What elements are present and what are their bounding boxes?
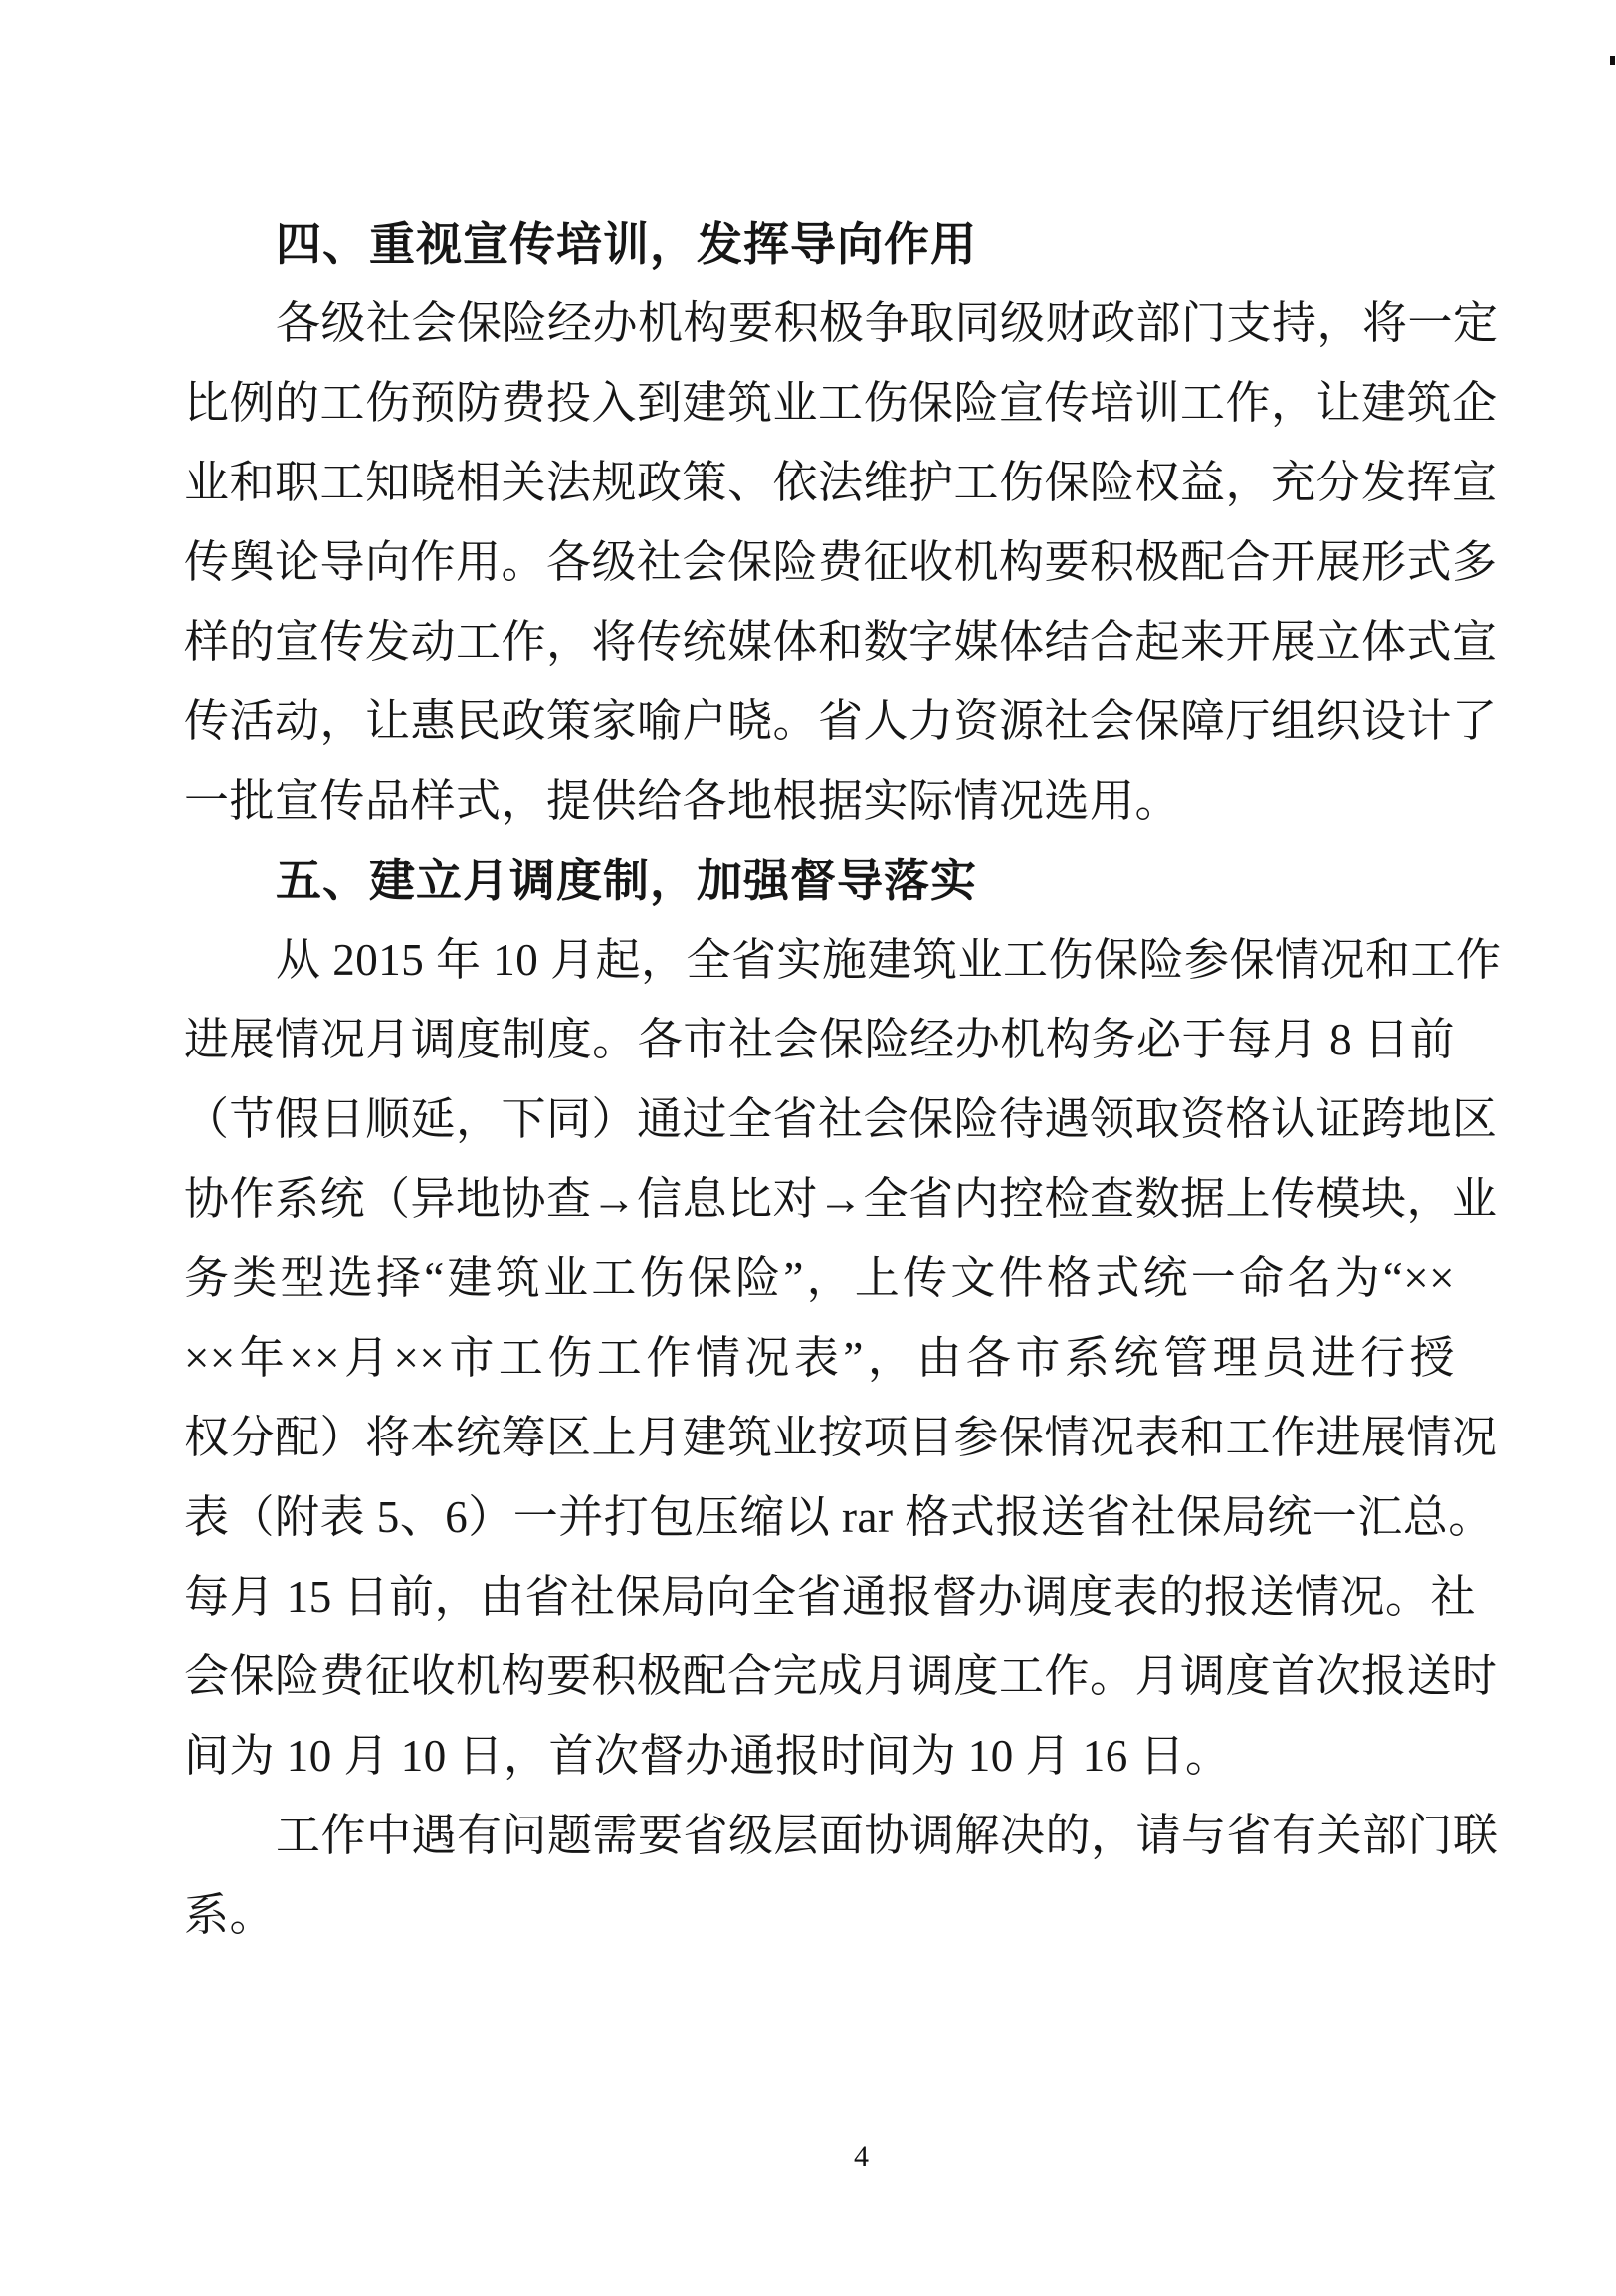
text-line: 比例的工伤预防费投入到建筑业工伤保险宣传培训工作，让建筑企 — [184, 378, 1498, 428]
text-line: 务类型选择“建筑业工伤保险”，上传文件格式统一命名为“×× — [184, 1253, 1455, 1303]
document-body — [184, 204, 1502, 1955]
text-line: 工作中遇有问题需要省级层面协调解决的，请与省有关部门联 — [276, 1811, 1499, 1860]
text-line: 业和职工知晓相关法规政策、依法维护工伤保险权益，充分发挥宣 — [184, 458, 1498, 507]
text-line: 一批宣传品样式，提供给各地根据实际情况选用。 — [184, 776, 1181, 826]
scan-artifact-dot — [1610, 56, 1615, 65]
section-heading-5: 五、建立月调度制，加强督导落实 — [276, 855, 977, 906]
text-line: 协作系统（异地协查→信息比对→全省内控检查数据上传模块，业 — [184, 1174, 1498, 1224]
text-line: 会保险费征收机构要积极配合完成月调度工作。月调度首次报送时 — [184, 1651, 1498, 1701]
text-line: 间为 10 月 10 日，首次督办通报时间为 10 月 16 日。 — [184, 1731, 1231, 1781]
text-line: 样的宣传发动工作，将传统媒体和数字媒体结合起来开展立体式宣 — [184, 617, 1498, 667]
section-heading-4: 四、重视宣传培训，发挥导向作用 — [276, 218, 977, 270]
text-line: 传活动，让惠民政策家喻户晓。省人力资源社会保障厅组织设计了 — [184, 696, 1498, 746]
text-line: （节假日顺延，下同）通过全省社会保险待遇领取资格认证跨地区 — [184, 1094, 1498, 1144]
text-line: ××年××月××市工伤工作情况表”，由各市系统管理员进行授 — [184, 1333, 1455, 1383]
text-line: 表（附表 5、6）一并打包压缩以 rar 格式报送省社保局统一汇总。 — [184, 1492, 1494, 1542]
text-line: 各级社会保险经办机构要积极争取同级财政部门支持，将一定 — [276, 298, 1499, 348]
text-line: 从 2015 年 10 月起，全省实施建筑业工伤保险参保情况和工作 — [276, 935, 1502, 985]
text-line: 每月 15 日前，由省社保局向全省通报督办调度表的报送情况。社 — [184, 1572, 1477, 1622]
text-line: 系。 — [184, 1890, 276, 1940]
text-line: 权分配）将本统筹区上月建筑业按项目参保情况表和工作进展情况 — [184, 1413, 1498, 1462]
text-line: 传舆论导向作用。各级社会保险费征收机构要积极配合开展形式多 — [184, 537, 1498, 587]
page-number: 4 — [854, 2140, 869, 2173]
text-line: 进展情况月调度制度。各市社会保险经办机构务必于每月 8 日前 — [184, 1015, 1455, 1064]
